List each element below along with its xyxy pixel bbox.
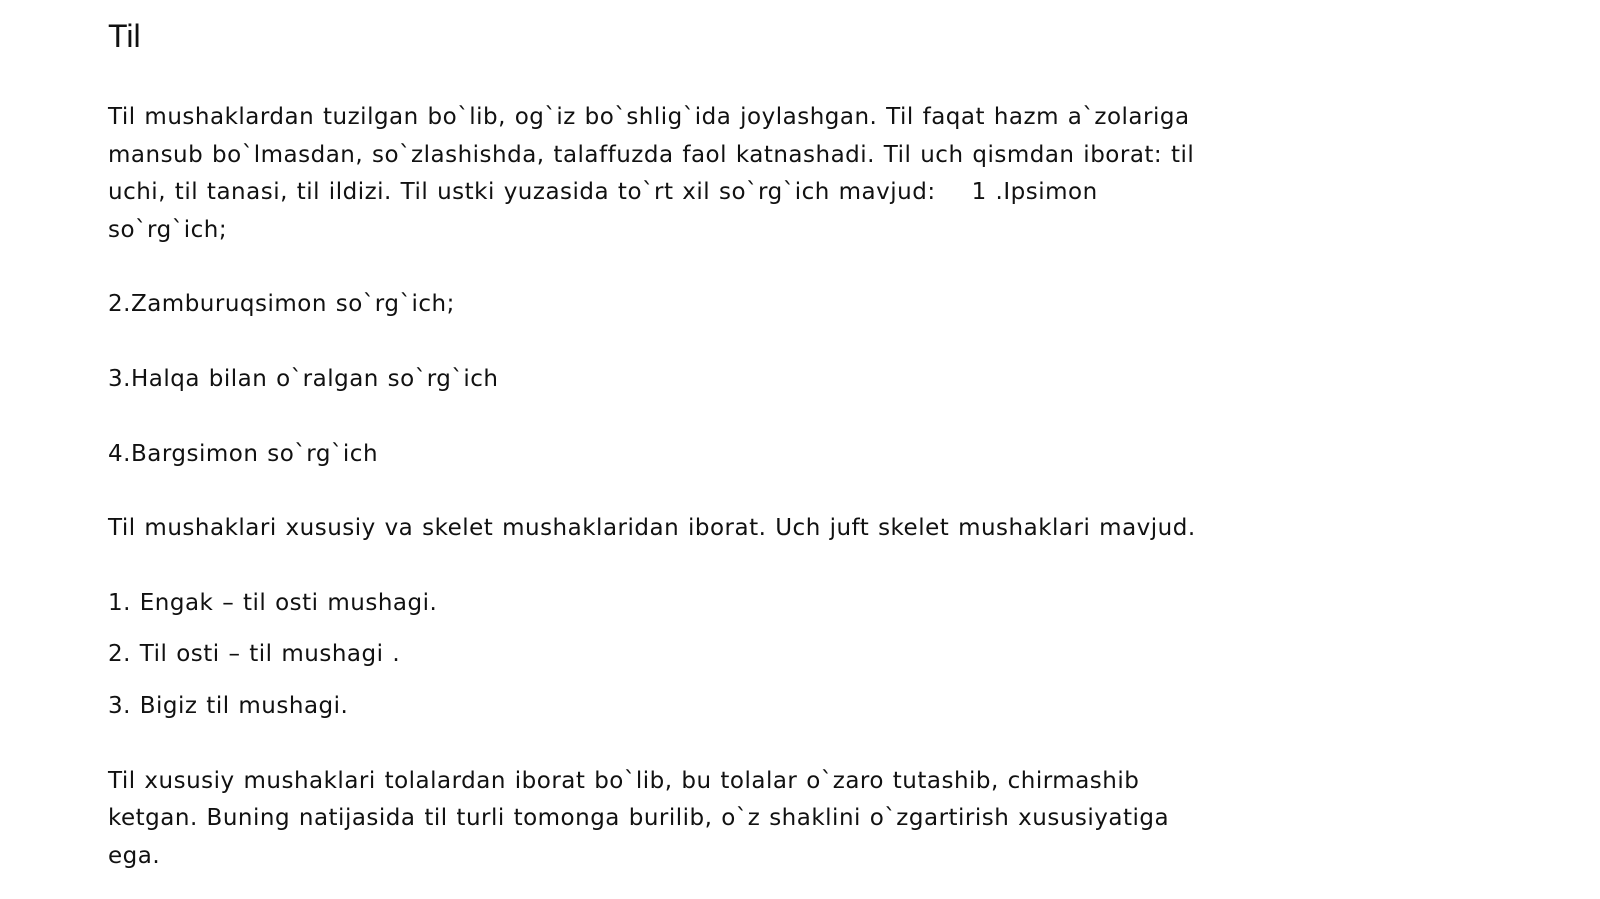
skeletal-muscles-list <box>108 585 1368 726</box>
list-item: 2. Til osti – til mushagi . <box>108 641 401 668</box>
intro-line-2: mansub bo`lmasdan, so`zlashishda, talaffuzda faol katnashadi. Til uch qismdan iborat: til <box>108 141 1195 168</box>
document-page <box>108 0 1368 875</box>
muscles-intro-paragraph: Til mushaklari xususiy va skelet mushaklaridan iborat. Uch juft skelet mushaklari mavjud. <box>108 515 1196 542</box>
conclusion-paragraph <box>108 763 1368 876</box>
intro-paragraph <box>108 99 1368 249</box>
list-item: 1. Engak – til osti mushagi. <box>108 589 438 616</box>
document-title: Til <box>108 18 141 54</box>
papilla-item-3: 3.Halqa bilan o`ralgan so`rg`ich <box>108 365 499 392</box>
intro-line-3: uchi, til tanasi, til ildizi. Til ustki yuzasida to`rt xil so`rg`ich mavjud: <box>108 179 936 206</box>
intro-line-4: so`rg`ich; <box>108 216 228 243</box>
conclusion-line-3: ega. <box>108 842 161 869</box>
intro-line-1: Til mushaklardan tuzilgan bo`lib, og`iz bo`shlig`ida joylashgan. Til faqat hazm a`zolariga <box>108 104 1190 130</box>
papilla-item-2: 2.Zamburuqsimon so`rg`ich; <box>108 291 455 318</box>
conclusion-line-1: Til xususiy mushaklari tolalardan iborat bo`lib, bu tolalar o`zaro tutashib, chirmashib <box>108 767 1140 794</box>
papilla-item-4: 4.Bargsimon so`rg`ich <box>108 440 379 467</box>
list-item: 3. Bigiz til mushagi. <box>108 692 349 719</box>
papilla-item-1-start: 1 .Ipsimon <box>971 179 1098 206</box>
conclusion-line-2: ketgan. Buning natijasida til turli tomonga burilib, o`z shaklini o`zgartirish xususiyatiga <box>108 805 1170 832</box>
